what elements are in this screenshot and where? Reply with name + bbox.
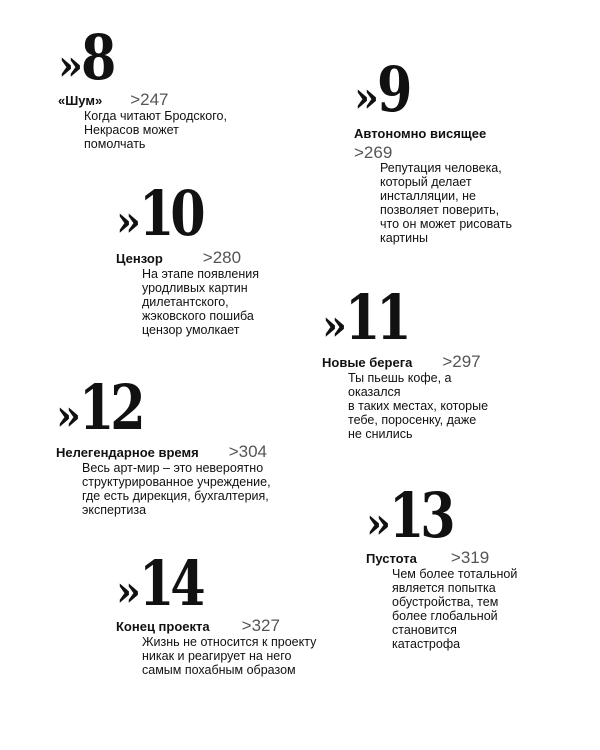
page-reference: >269 bbox=[354, 142, 393, 162]
chapter-head bbox=[116, 247, 259, 267]
entry-8 bbox=[58, 21, 227, 151]
chevron-marker-icon: » bbox=[354, 72, 373, 122]
chapter-description: Ты пьешь кофе, а оказался в таких местах, которые тебе, поросенку, даже не снились bbox=[348, 370, 489, 441]
chapter-head bbox=[366, 547, 517, 567]
chapter-number-row bbox=[354, 53, 512, 126]
chevron-marker-icon: » bbox=[116, 196, 135, 246]
chapter-description: Жизнь не относится к проекту никак и реагирует на него самым похабным образом bbox=[142, 634, 317, 677]
chapter-description: Весь арт-мир – это невероятно структурированное учреждение, где есть дирекция, бухгалтерия, экспертиза bbox=[82, 460, 271, 517]
chapter-head bbox=[116, 615, 316, 635]
chapter-title: Новые берега bbox=[322, 354, 413, 370]
chapter-title: «Шум» bbox=[58, 92, 103, 108]
chevron-marker-icon: » bbox=[116, 566, 135, 616]
chapter-title: Автономно висящее bbox=[354, 125, 487, 141]
chevron-marker-icon: » bbox=[322, 300, 341, 350]
chapter-number: 12 bbox=[79, 371, 142, 444]
chapter-number-row bbox=[56, 371, 271, 444]
chapter-head bbox=[56, 441, 271, 461]
chevron-marker-icon: » bbox=[58, 40, 77, 90]
chapter-head bbox=[354, 126, 512, 142]
chapter-number-row bbox=[116, 177, 259, 250]
entry-10 bbox=[116, 177, 260, 337]
chapter-number: 14 bbox=[139, 547, 202, 620]
chapter-number-row bbox=[116, 547, 316, 620]
chapter-title: Конец проекта bbox=[116, 618, 210, 634]
entry-14 bbox=[116, 547, 317, 677]
entry-9 bbox=[354, 53, 513, 245]
page-reference: >304 bbox=[228, 441, 267, 461]
page-reference: >280 bbox=[202, 247, 242, 267]
chapter-number: 13 bbox=[389, 479, 452, 552]
page-reference: >319 bbox=[450, 547, 490, 567]
page-reference: >247 bbox=[130, 89, 169, 109]
chapter-number-row bbox=[58, 21, 227, 94]
chapter-description: На этапе появления уродливых картин дилетантского, жэковского пошиба цензор умолкает bbox=[142, 266, 260, 337]
chapter-title: Нелегендарное время bbox=[56, 444, 199, 460]
chapter-number-row bbox=[366, 479, 517, 552]
chevron-marker-icon: » bbox=[366, 498, 385, 548]
chapter-description: Когда читают Бродского, Некрасов может помолчать bbox=[84, 108, 227, 151]
chapter-title: Пустота bbox=[366, 550, 417, 566]
chapter-number: 11 bbox=[345, 281, 408, 354]
chapter-head bbox=[322, 351, 488, 371]
chapter-number: 8 bbox=[81, 21, 113, 94]
chevron-marker-icon: » bbox=[56, 390, 75, 440]
page-reference: >297 bbox=[442, 351, 481, 371]
chapter-description: Репутация человека, который делает инсталляции, не позволяет поверить, что он может рисовать картины bbox=[380, 160, 513, 245]
page-reference: >327 bbox=[241, 615, 280, 635]
chapter-title: Цензор bbox=[116, 250, 163, 266]
chapter-head bbox=[58, 89, 227, 109]
entry-11 bbox=[322, 281, 489, 441]
chapter-number: 9 bbox=[377, 53, 409, 126]
chapter-number: 10 bbox=[139, 177, 202, 250]
chapter-number-row bbox=[322, 281, 488, 354]
chapter-description: Чем более тотальной является попытка обустройства, тем более глобальной становится катастрофа bbox=[392, 566, 518, 651]
entry-13 bbox=[366, 479, 518, 651]
entry-12 bbox=[56, 371, 271, 517]
